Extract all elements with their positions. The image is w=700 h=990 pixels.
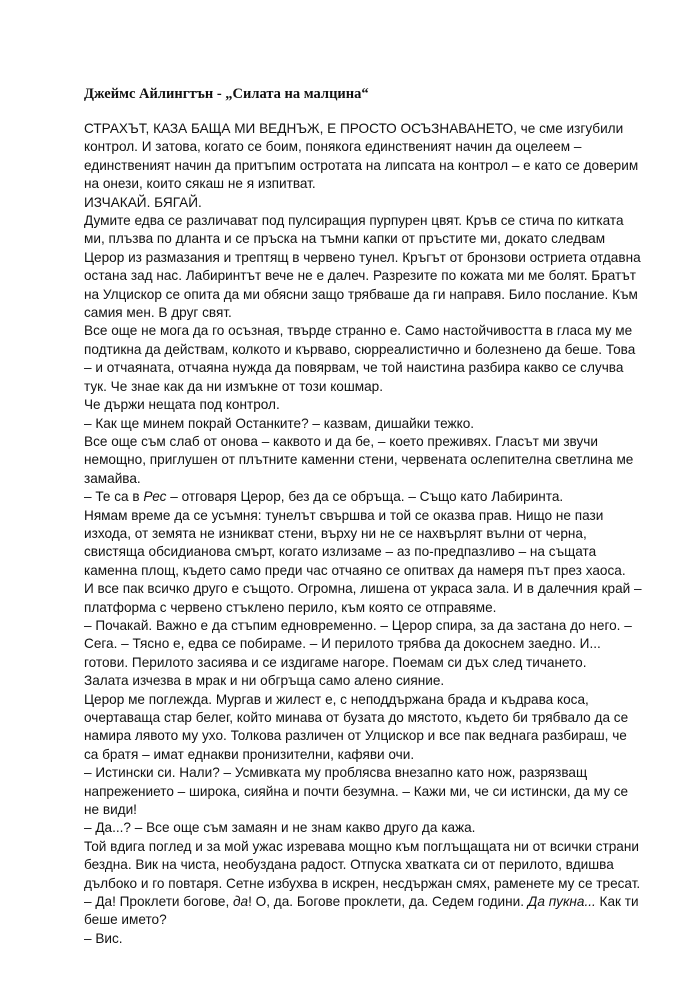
paragraph: – Как ще минем покрай Останките? – казвам, дишайки тежко. [84,415,475,431]
text-run: – Те са в [84,489,144,505]
text-run: – отговаря Церор, без да се обръща. – Също като Лабиринта. [166,489,564,505]
italic-run: Рес [143,489,167,505]
paragraph: – Почакай. Важно е да стъпим едновременно. – Церор спира, за да застана до него. – Сега. – Тясно е, едва се побираме. – И перилото трябва да докоснем заедно. И... готови. Перилото засиява и се издигаме нагоре. Поемам си дъх след тичането. [84,617,632,670]
paragraph: Все още съм слаб от онова – каквото и да бе, – което преживях. Гласът ми звучи немощно, приглушен от плътните каменни стени, червената ослепителна светлина ме замайва. [84,433,634,486]
document-title: Джеймс Айлингтън - „Силата на малцина“ [84,86,369,102]
italic-run: Да пукна... [527,894,596,910]
text-run: Той вдига поглед и за мой ужас изревава мощно към поглъщащата ни от всички страни бездна. Вик на чиста, необуздана радост. Отпуска хватката си от перилото, вдишва дълбоко и го повтаря. Сетне избухва в искрен, несдържан смях, раменете му се тресат. – Да! Проклети богове, [84,838,641,910]
paragraph: ИЗЧАКАЙ. БЯГАЙ. [84,194,202,210]
paragraph: И все пак всичко друго е същото. Огромна, лишена от украса зала. И в далечния край – платформа с червено стъклено перило, към която се отправяме. [84,581,642,615]
paragraph: Залата изчезва в мрак и ни обгръща само алено сияние. [84,673,445,689]
paragraph: Все още не мога да го осъзная, твърде странно е. Само настойчивостта в гласа му ме подтикна да действам, колкото и кърваво, сюрреалистично и болезнено да беше. Това – и отчаяната, отчаяна нужда да повярвам, че той наистина разбира какво се случва тук. Че знае как да ни измъкне от този кошмар. [84,323,636,394]
paragraph [84,838,644,930]
paragraph: СТРАХЪТ, КАЗА БАЩА МИ ВЕДНЪЖ, Е ПРОСТО ОСЪЗНАВАНЕТО, че сме изгубили контрол. И затова, когато се боим, понякога единственият начин да оцелеем – единственият начин да притъпим остротата на липсата на контрол – е като се доверим на онези, които сякаш не я изпитват. [84,121,639,192]
text-run: ! О, да. Богове проклети, да. Седем години. [248,894,528,910]
text-run: Как ти беше името? [84,894,639,928]
paragraph: Думите едва се различават под пулсиращия пурпурен цвят. Кръв се стича по китката ми, плъзва по дланта и се пръска на тъмни капки от пръстите ми, докато следвам Церор из размазания и трептящ в червено тунел. Кръгът от бронзови остриета отдавна остана зад нас. Лабиринтът вече не е далеч. Разрезите по кожата ми ме болят. Братът на Улцискор се опита да ми обясни защо трябваше да ги направя. Било послание. Към самия мен. В друг свят. [84,213,641,321]
paragraph: Церор ме поглежда. Мургав и жилест е, с неподдържана брада и къдрава коса, очертаваща стар белег, който минава от бузата до мястото, където би трябвало да се намира лявото му ухо. Толкова различен от Улцискор и все пак веднага разбираш, че са братя – имат еднакви пронизителни, кафяви очи. [84,691,629,762]
paragraph: Нямам време да се усъмня: тунелът свършва и той се оказва прав. Нищо не пази изхода, от земята не изникват стени, върху ни не се нахвърлят вълни от черна, свистяща обсидианова смърт, когато излизаме – аз по-предпазливо – на същата каменна площ, където само преди час отчаяно се опитвах да намеря път през хаоса. [84,507,626,578]
paragraph: – Истински си. Нали? – Усмивката му проблясва внезапно като нож, разрязващ напрежението – широка, сияйна и почти безумна. – Кажи ми, че си истински, да му се не види! [84,765,629,818]
paragraph: Че държи нещата под контрол. [84,397,280,413]
italic-run: да [233,894,249,910]
paragraph: – Да...? – Все още съм замаян и не знам какво друго да кажа. [84,820,476,836]
document-body [84,120,644,948]
paragraph [84,488,644,506]
paragraph: – Вис. [84,930,123,946]
